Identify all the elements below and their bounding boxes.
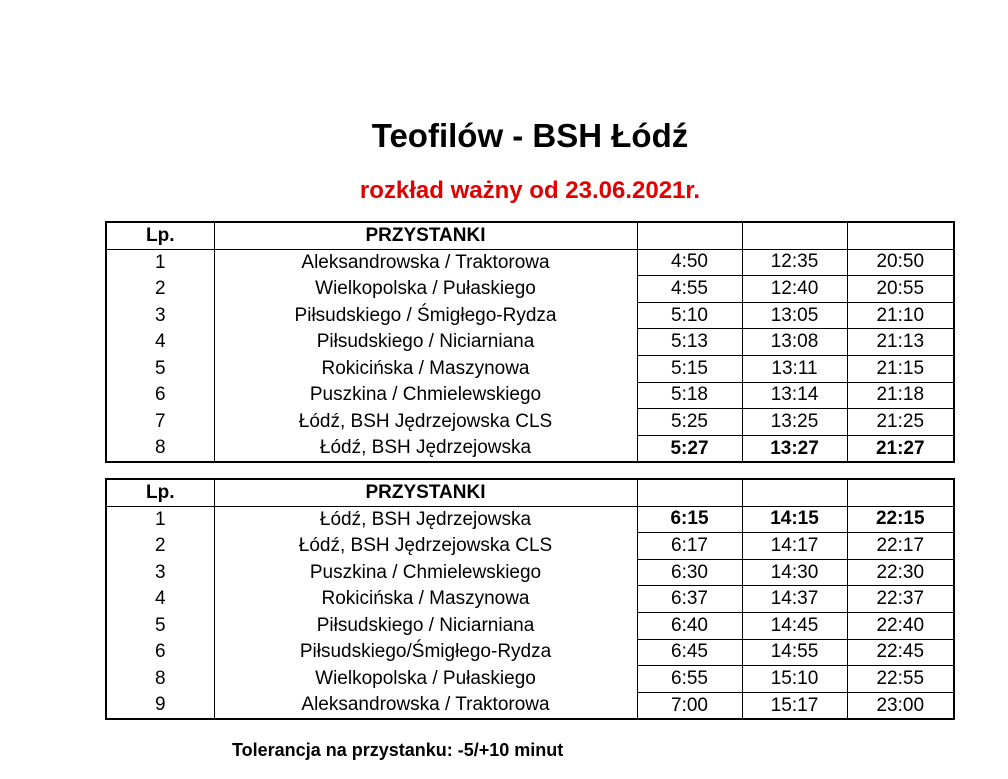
- row-time-1: 5:25: [637, 409, 742, 436]
- table-row: [106, 666, 954, 693]
- row-lp: 2: [106, 276, 214, 303]
- row-lp: 2: [106, 533, 214, 560]
- table-row: [106, 692, 954, 719]
- row-lp: 7: [106, 409, 214, 436]
- table-row: [106, 559, 954, 586]
- row-time-2: 12:40: [742, 276, 847, 303]
- row-time-3: 22:55: [847, 666, 954, 693]
- row-time-3: 21:27: [847, 435, 954, 462]
- row-time-2: 15:10: [742, 666, 847, 693]
- table-row: [106, 249, 954, 276]
- row-time-1: 6:40: [637, 612, 742, 639]
- row-lp: 3: [106, 559, 214, 586]
- table-row: [106, 506, 954, 533]
- header-time-1: [637, 479, 742, 506]
- row-time-1: 6:15: [637, 506, 742, 533]
- table-row: [106, 612, 954, 639]
- row-time-2: 12:35: [742, 249, 847, 276]
- header-stops: PRZYSTANKI: [214, 479, 637, 506]
- row-lp: 1: [106, 249, 214, 276]
- row-time-3: 22:17: [847, 533, 954, 560]
- row-time-3: 22:45: [847, 639, 954, 666]
- table-row: [106, 329, 954, 356]
- row-time-1: 5:15: [637, 355, 742, 382]
- row-stop: Łódź, BSH Jędrzejowska CLS: [214, 533, 637, 560]
- row-lp: 8: [106, 435, 214, 462]
- row-stop: Wielkopolska / Pułaskiego: [214, 666, 637, 693]
- row-stop: Łódź, BSH Jędrzejowska: [214, 435, 637, 462]
- row-time-2: 13:25: [742, 409, 847, 436]
- row-time-2: 13:08: [742, 329, 847, 356]
- header-time-1: [637, 222, 742, 249]
- row-time-2: 14:30: [742, 559, 847, 586]
- row-time-3: 20:55: [847, 276, 954, 303]
- row-time-1: 5:27: [637, 435, 742, 462]
- row-time-3: 23:00: [847, 692, 954, 719]
- schedule-table-outbound: [105, 221, 955, 463]
- row-time-3: 22:40: [847, 612, 954, 639]
- row-time-2: 14:37: [742, 586, 847, 613]
- row-lp: 5: [106, 612, 214, 639]
- row-stop: Rokicińska / Maszynowa: [214, 355, 637, 382]
- row-lp: 1: [106, 506, 214, 533]
- table-header-row: [106, 479, 954, 506]
- header-time-2: [742, 222, 847, 249]
- header-time-3: [847, 479, 954, 506]
- table-row: [106, 355, 954, 382]
- page-title: Teofilów - BSH Łódź: [371, 117, 689, 154]
- row-time-3: 22:15: [847, 506, 954, 533]
- table-row: [106, 435, 954, 462]
- row-time-1: 4:50: [637, 249, 742, 276]
- validity-date: rozkład ważny od 23.06.2021r.: [359, 177, 701, 204]
- row-time-3: 21:18: [847, 382, 954, 409]
- header-time-2: [742, 479, 847, 506]
- row-lp: 4: [106, 329, 214, 356]
- row-stop: Rokicińska / Maszynowa: [214, 586, 637, 613]
- row-time-2: 14:55: [742, 639, 847, 666]
- row-time-2: 14:15: [742, 506, 847, 533]
- row-lp: 9: [106, 692, 214, 719]
- row-time-2: 14:45: [742, 612, 847, 639]
- header-lp: Lp.: [106, 479, 214, 506]
- row-stop: Piłsudskiego/Śmigłego-Rydza: [214, 639, 637, 666]
- row-lp: 8: [106, 666, 214, 693]
- row-time-2: 14:17: [742, 533, 847, 560]
- header-stops: PRZYSTANKI: [214, 222, 637, 249]
- row-time-2: 13:27: [742, 435, 847, 462]
- row-time-3: 21:15: [847, 355, 954, 382]
- row-time-3: 20:50: [847, 249, 954, 276]
- schedule-table-return: [105, 478, 955, 720]
- header-lp: Lp.: [106, 222, 214, 249]
- row-stop: Puszkina / Chmielewskiego: [214, 382, 637, 409]
- row-time-1: 7:00: [637, 692, 742, 719]
- row-stop: Aleksandrowska / Traktorowa: [214, 692, 637, 719]
- row-time-1: 4:55: [637, 276, 742, 303]
- row-stop: Piłsudskiego / Śmigłego-Rydza: [214, 302, 637, 329]
- table-row: [106, 382, 954, 409]
- row-time-1: 5:18: [637, 382, 742, 409]
- row-time-2: 13:05: [742, 302, 847, 329]
- row-time-1: 6:55: [637, 666, 742, 693]
- row-time-3: 21:13: [847, 329, 954, 356]
- row-time-3: 22:37: [847, 586, 954, 613]
- row-time-1: 6:45: [637, 639, 742, 666]
- row-lp: 6: [106, 639, 214, 666]
- table-row: [106, 533, 954, 560]
- table-row: [106, 302, 954, 329]
- row-time-1: 5:10: [637, 302, 742, 329]
- row-lp: 6: [106, 382, 214, 409]
- row-time-2: 13:14: [742, 382, 847, 409]
- row-stop: Piłsudskiego / Niciarniana: [214, 612, 637, 639]
- row-stop: Łódź, BSH Jędrzejowska: [214, 506, 637, 533]
- table-row: [106, 639, 954, 666]
- row-time-1: 5:13: [637, 329, 742, 356]
- row-time-3: 21:10: [847, 302, 954, 329]
- header-time-3: [847, 222, 954, 249]
- row-stop: Piłsudskiego / Niciarniana: [214, 329, 637, 356]
- row-time-1: 6:30: [637, 559, 742, 586]
- table-row: [106, 409, 954, 436]
- row-time-2: 15:17: [742, 692, 847, 719]
- table-row: [106, 586, 954, 613]
- row-lp: 5: [106, 355, 214, 382]
- row-time-3: 21:25: [847, 409, 954, 436]
- table-row: [106, 276, 954, 303]
- row-stop: Puszkina / Chmielewskiego: [214, 559, 637, 586]
- tolerance-note: Tolerancja na przystanku: -5/+10 minut: [232, 740, 564, 760]
- row-stop: Wielkopolska / Pułaskiego: [214, 276, 637, 303]
- table-header-row: [106, 222, 954, 249]
- row-stop: Aleksandrowska / Traktorowa: [214, 249, 637, 276]
- row-time-3: 22:30: [847, 559, 954, 586]
- row-lp: 4: [106, 586, 214, 613]
- row-lp: 3: [106, 302, 214, 329]
- row-time-1: 6:17: [637, 533, 742, 560]
- row-time-1: 6:37: [637, 586, 742, 613]
- row-stop: Łódź, BSH Jędrzejowska CLS: [214, 409, 637, 436]
- row-time-2: 13:11: [742, 355, 847, 382]
